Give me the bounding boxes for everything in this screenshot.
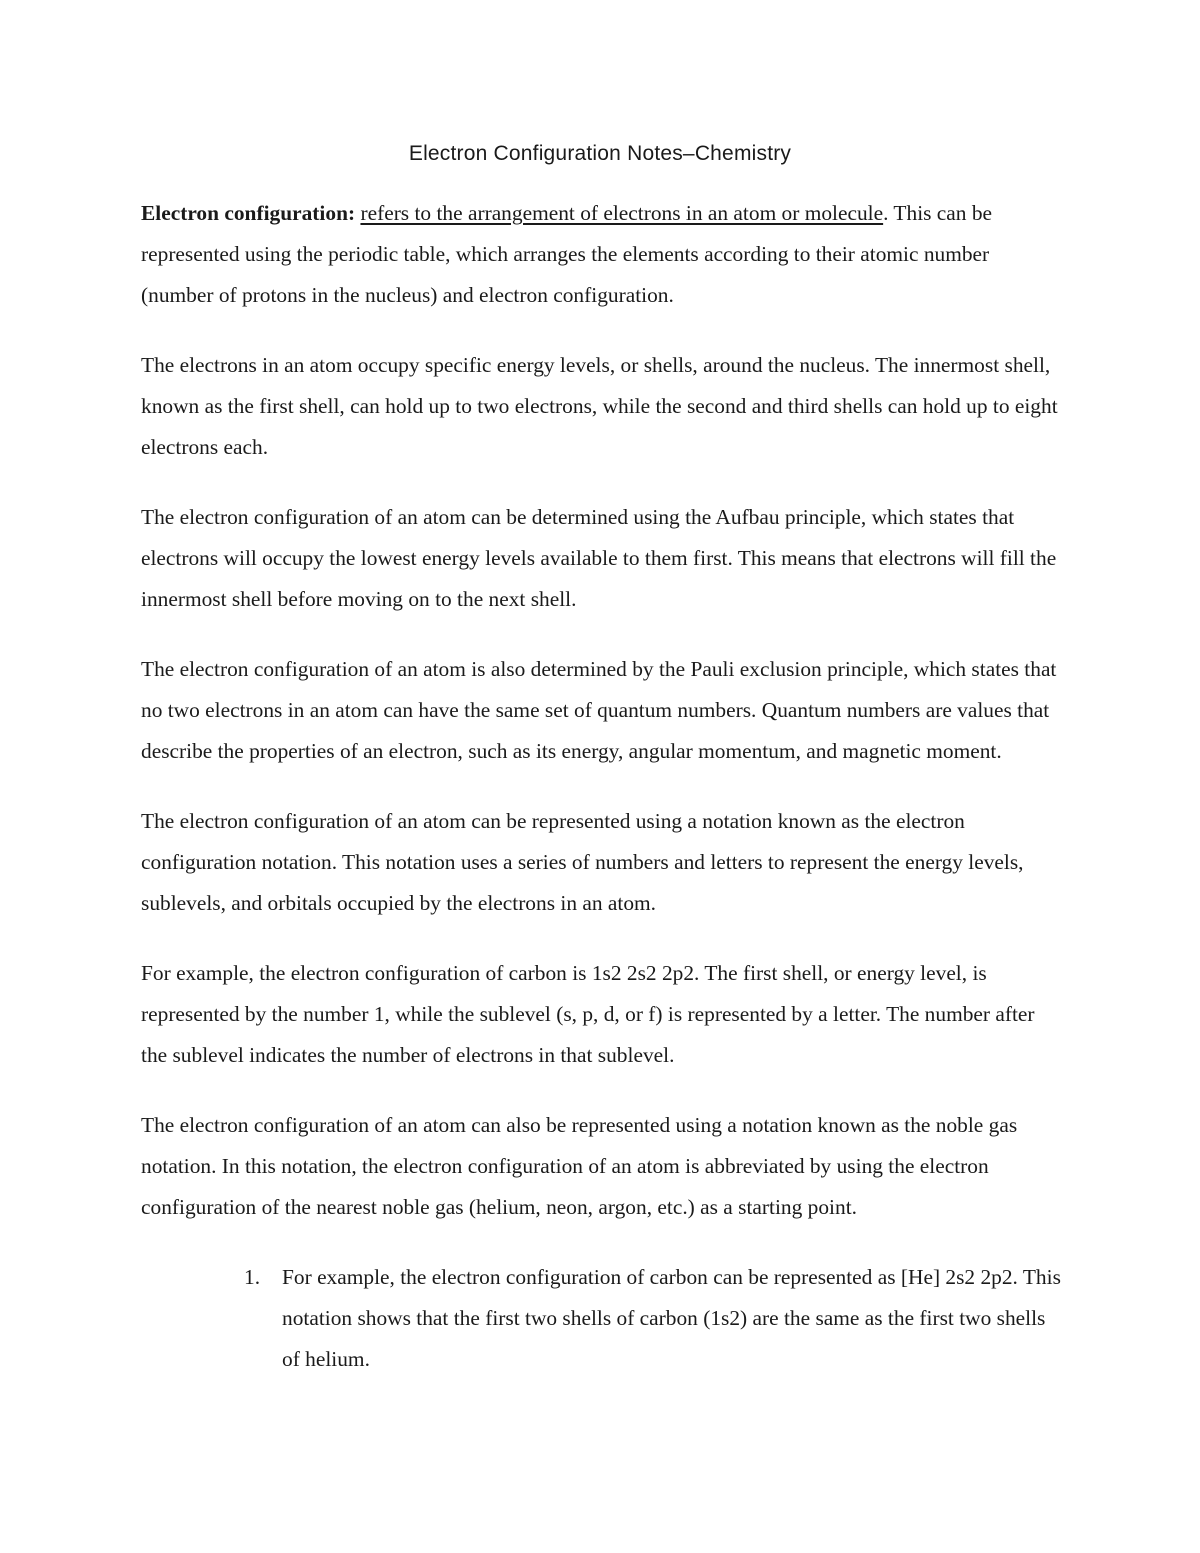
- intro-rest: . This can be represented using the periodic table, which arranges the elements according to their atomic number (number of protons in the nucleus) and electron configuration.: [141, 201, 993, 307]
- paragraph-noble-gas-notation: The electron configuration of an atom can also be represented using a notation known as the noble gas notation. In this notation, the electron configuration of an atom is abbreviated by using the electron configuration of the nearest noble gas (helium, neon, argon, etc.) as a starting point.: [141, 1113, 1018, 1219]
- intro-paragraph: [141, 193, 1066, 316]
- list-marker: 1.: [244, 1265, 261, 1289]
- document-title: Electron Configuration Notes–Chemistry: [408, 142, 792, 165]
- numbered-list: [141, 1257, 1066, 1380]
- paragraph-carbon-example: For example, the electron configuration of carbon is 1s2 2s2 2p2. The first shell, or energy level, is represented by the number 1, while the sublevel (s, p, d, or f) is represented by a letter. The number after the sublevel indicates the number of electrons in that sublevel.: [141, 961, 1035, 1067]
- paragraph-aufbau-principle: The electron configuration of an atom can be determined using the Aufbau principle, which states that electrons will occupy the lowest energy levels available to them first. This means that electrons will fill the innermost shell before moving on to the next shell.: [141, 505, 1057, 611]
- term-label: Electron configuration:: [141, 201, 356, 225]
- paragraph-configuration-notation: The electron configuration of an atom can be represented using a notation known as the electron configuration notation. This notation uses a series of numbers and letters to represent the energy levels, sublevels, and orbitals occupied by the electrons in an atom.: [141, 809, 1024, 915]
- list-item-text: For example, the electron configuration of carbon can be represented as [He] 2s2 2p2. This notation shows that the first two shells of carbon (1s2) are the same as the first two shells of helium.: [282, 1265, 1061, 1371]
- term-definition: refers to the arrangement of electrons in an atom or molecule: [360, 201, 884, 225]
- paragraph-pauli-exclusion: The electron configuration of an atom is also determined by the Pauli exclusion principle, which states that no two electrons in an atom can have the same set of quantum numbers. Quantum numbers are values that describe the properties of an electron, such as its energy, angular momentum, and magnetic moment.: [141, 657, 1057, 763]
- paragraph-energy-levels: The electrons in an atom occupy specific energy levels, or shells, around the nucleus. The innermost shell, known as the first shell, can hold up to two electrons, while the second and third shells can hold up to eight electrons each.: [141, 353, 1058, 459]
- document-body: [141, 193, 1066, 1380]
- list-item: [244, 1257, 1066, 1380]
